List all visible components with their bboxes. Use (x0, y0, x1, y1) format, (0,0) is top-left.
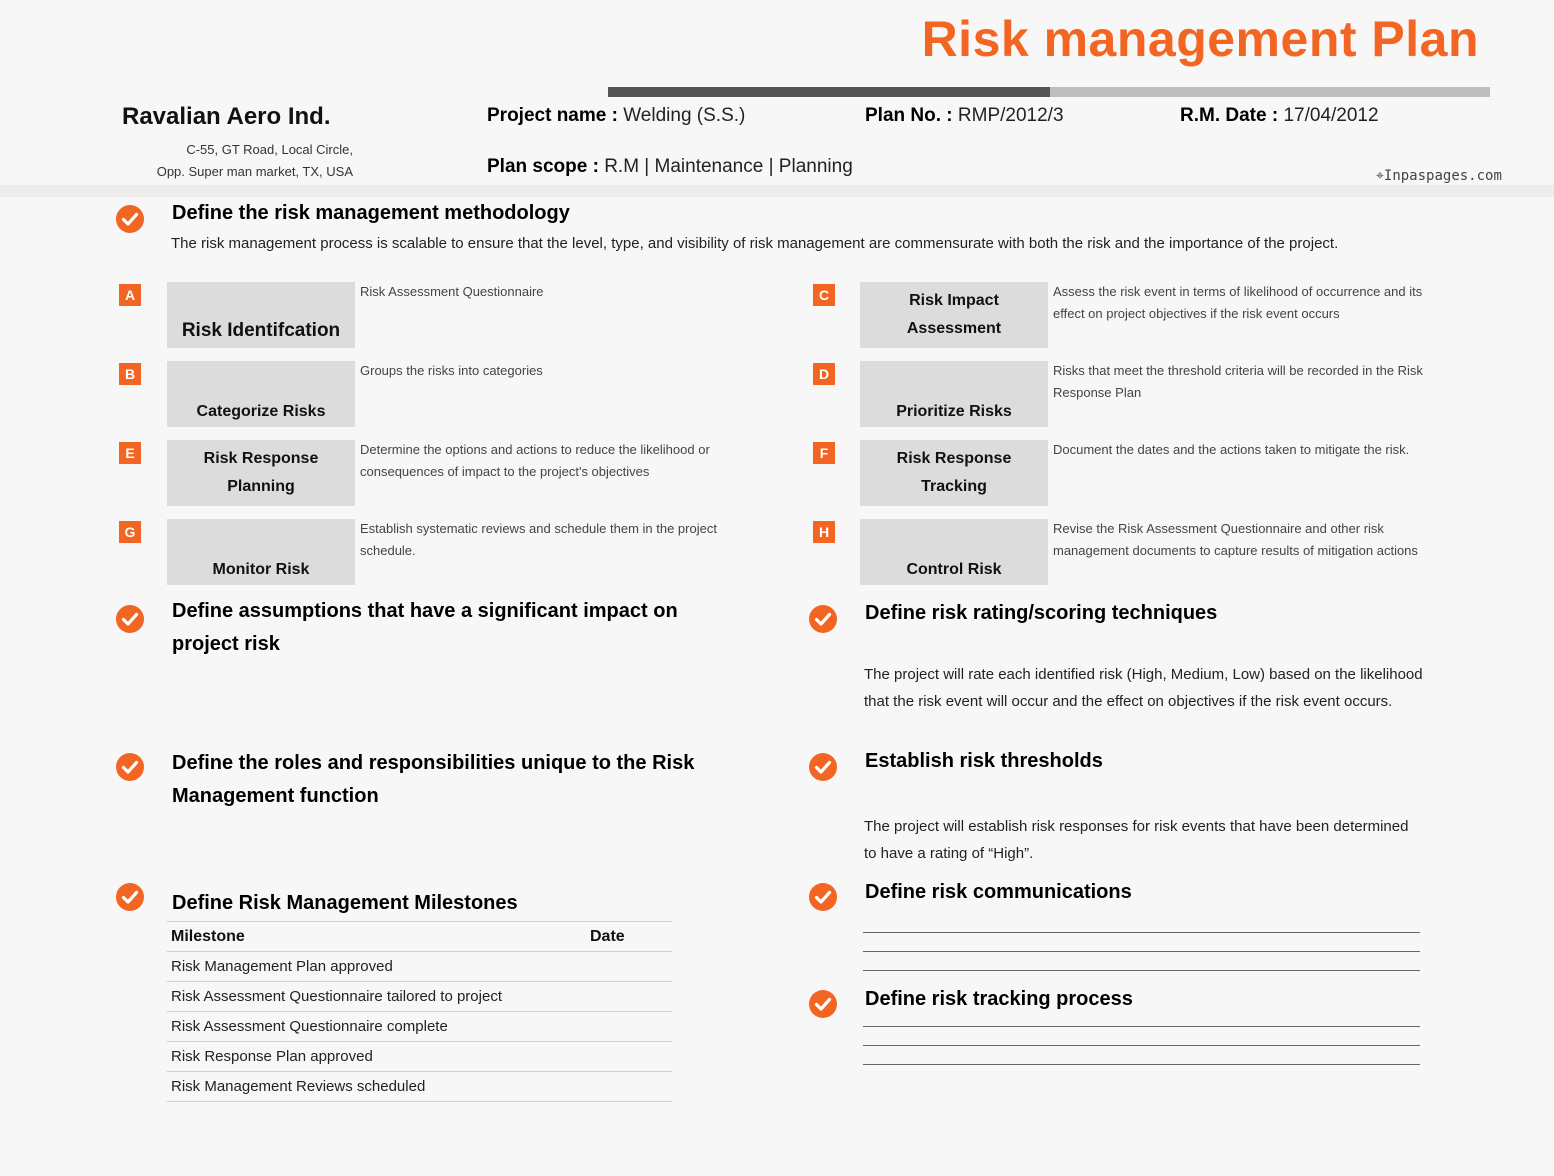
milestones-title: Define Risk Management Milestones (172, 892, 518, 914)
date-cell[interactable] (586, 1072, 672, 1102)
check-icon (809, 753, 837, 781)
step-badge-h: H (813, 521, 835, 543)
step-desc-d: Risks that meet the threshold criteria will be recorded in the Risk Response Plan (1053, 363, 1423, 400)
check-icon (809, 605, 837, 633)
milestones-table (167, 921, 672, 1102)
check-icon (809, 990, 837, 1018)
step-desc-a: Risk Assessment Questionnaire (360, 284, 544, 299)
table-row (167, 1072, 672, 1102)
table-row (167, 1012, 672, 1042)
step-box-risk-response-tracking: Risk Response Tracking (860, 440, 1048, 506)
plan-scope-field: Plan scope : R.M | Maintenance | Planning (487, 156, 853, 177)
date-header: Date (586, 922, 672, 952)
milestone-cell: Risk Management Reviews scheduled (167, 1072, 586, 1102)
check-icon (116, 753, 144, 781)
step-badge-g: G (119, 521, 141, 543)
table-row (167, 952, 672, 982)
step-desc-f: Document the dates and the actions taken to mitigate the risk. (1053, 442, 1410, 457)
table-header-row (167, 922, 672, 952)
site-logo: ⌖Inpaspages.com (1376, 168, 1502, 184)
company-address-line2: Opp. Super man market, TX, USA (156, 164, 353, 179)
assumptions-title: Define assumptions that have a significant impact on project risk (172, 600, 678, 655)
table-row (167, 1042, 672, 1072)
tracking-line-2[interactable] (863, 1045, 1420, 1046)
check-icon (116, 883, 144, 911)
date-cell[interactable] (586, 952, 672, 982)
communications-title: Define risk communications (865, 881, 1132, 903)
step-box-categorize-risks: Categorize Risks (167, 361, 355, 427)
methodology-text: The risk management process is scalable to ensure that the level, type, and visibility of risk management are commensurate with both the risk and the importance of the project. (171, 235, 1339, 252)
communications-line-3[interactable] (863, 970, 1420, 971)
table-row (167, 982, 672, 1012)
date-cell[interactable] (586, 982, 672, 1012)
step-box-risk-identification: Risk Identifcation (167, 282, 355, 348)
header-bar-light (1050, 87, 1490, 97)
header-band (0, 185, 1554, 197)
step-box-control-risk: Control Risk (860, 519, 1048, 585)
step-badge-a: A (119, 284, 141, 306)
company-name: Ravalian Aero Ind. (122, 103, 331, 130)
compass-icon: ⌖ (1376, 168, 1384, 184)
milestone-header: Milestone (167, 922, 586, 952)
step-box-risk-impact-assessment: Risk Impact Assessment (860, 282, 1048, 348)
tracking-line-3[interactable] (863, 1064, 1420, 1065)
step-badge-f: F (813, 442, 835, 464)
step-box-monitor-risk: Monitor Risk (167, 519, 355, 585)
step-box-prioritize-risks: Prioritize Risks (860, 361, 1048, 427)
check-icon (116, 605, 144, 633)
step-desc-c: Assess the risk event in terms of likelihood of occurrence and its effect on project objectives if the risk event occurs (1053, 284, 1423, 321)
check-icon (809, 883, 837, 911)
project-name-field: Project name : Welding (S.S.) (487, 105, 746, 126)
date-cell[interactable] (586, 1042, 672, 1072)
step-badge-d: D (813, 363, 835, 385)
step-desc-h: Revise the Risk Assessment Questionnaire and other risk management documents to capture results of mitigation actions (1053, 521, 1418, 558)
step-badge-e: E (119, 442, 141, 464)
communications-line-1[interactable] (863, 932, 1420, 933)
communications-line-2[interactable] (863, 951, 1420, 952)
tracking-title: Define risk tracking process (865, 988, 1133, 1010)
check-icon (116, 205, 144, 233)
rating-text: The project will rate each identified risk (High, Medium, Low) based on the likelihood that the risk event will occur and the effect on objectives if the risk event occurs. (864, 666, 1423, 710)
milestone-cell: Risk Response Plan approved (167, 1042, 586, 1072)
milestone-cell: Risk Assessment Questionnaire complete (167, 1012, 586, 1042)
header-bar-dark (608, 87, 1050, 97)
step-badge-c: C (813, 284, 835, 306)
thresholds-title: Establish risk thresholds (865, 750, 1103, 772)
plan-no-field: Plan No. : RMP/2012/3 (865, 105, 1064, 126)
date-cell[interactable] (586, 1012, 672, 1042)
page-title: Risk management Plan (921, 11, 1479, 67)
step-desc-b: Groups the risks into categories (360, 363, 543, 378)
tracking-line-1[interactable] (863, 1026, 1420, 1027)
step-desc-e: Determine the options and actions to reduce the likelihood or consequences of impact to the project's objectives (360, 442, 710, 479)
step-desc-g: Establish systematic reviews and schedule them in the project schedule. (360, 521, 717, 558)
roles-title: Define the roles and responsibilities unique to the Risk Management function (172, 752, 695, 807)
step-box-risk-response-planning: Risk Response Planning (167, 440, 355, 506)
step-badge-b: B (119, 363, 141, 385)
milestone-cell: Risk Assessment Questionnaire tailored to project (167, 982, 586, 1012)
methodology-title: Define the risk management methodology (172, 202, 570, 224)
rm-date-field: R.M. Date : 17/04/2012 (1180, 105, 1379, 126)
rating-title: Define risk rating/scoring techniques (865, 602, 1218, 624)
company-address-line1: C-55, GT Road, Local Circle, (186, 142, 353, 157)
milestone-cell: Risk Management Plan approved (167, 952, 586, 982)
thresholds-text: The project will establish risk responses for risk events that have been determined to have a rating of “High”. (864, 818, 1409, 862)
